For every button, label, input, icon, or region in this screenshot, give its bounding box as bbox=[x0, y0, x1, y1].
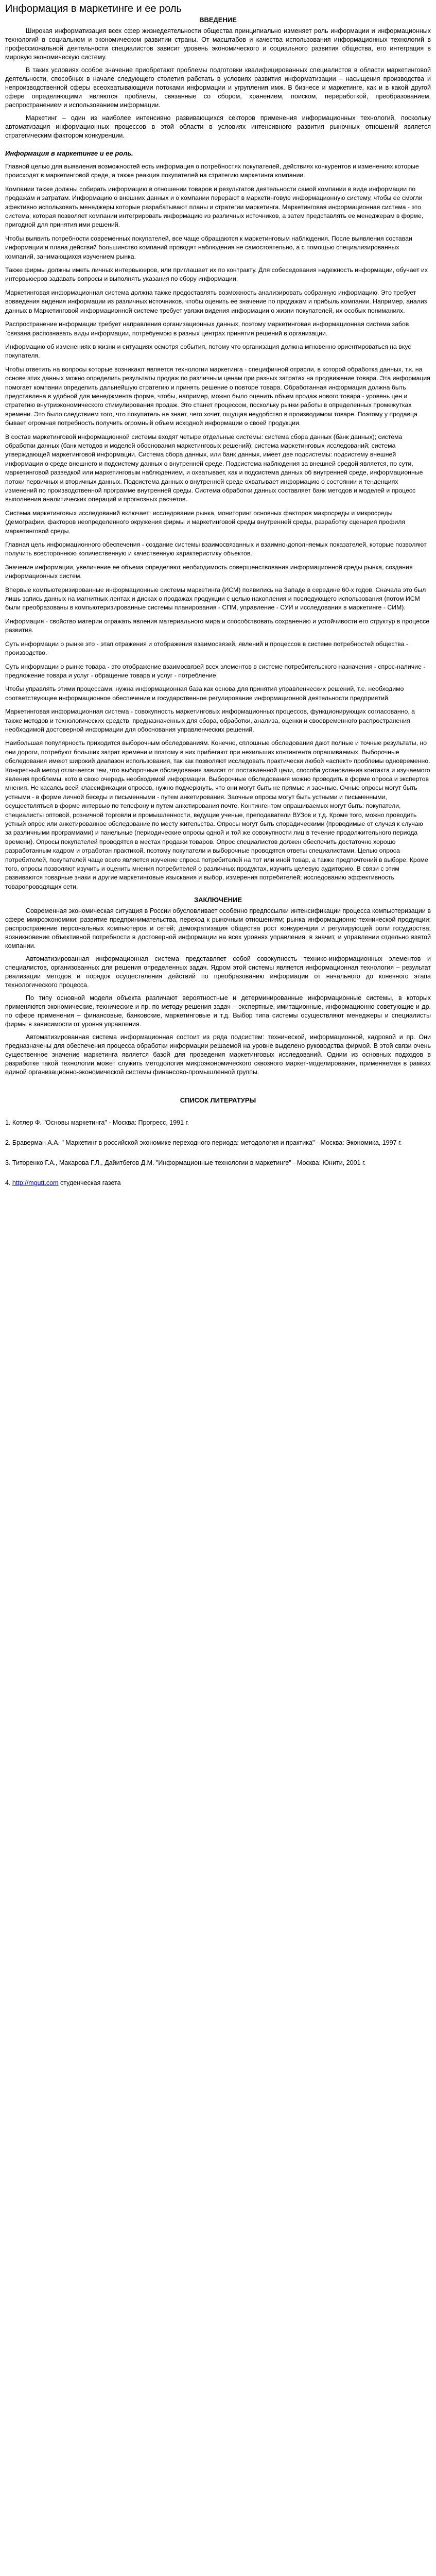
intro-heading: ВВЕДЕНИЕ bbox=[199, 16, 237, 24]
literature-text: студенческая газета bbox=[58, 1179, 121, 1187]
literature-text: Браверман А.А. " Маркетинг в российской экономике переходного периода: методология и практика" - Москва: Экономика, 1997 г. bbox=[12, 1139, 402, 1147]
intro-section bbox=[5, 27, 431, 140]
intro-paragraph: Маркетинг – один из наиболее интенсивно развивающихся секторов применения информационных технологий, поскольку автоматизация информационных процессов в этой области в условиях интенсивного развития рыночных отношений является стратегическим фактором конкуренции. bbox=[5, 114, 431, 139]
literature-item bbox=[5, 1139, 431, 1147]
body-paragraph: Впервые компьютеризированные информационные системы маркетинга (ИСМ) появились на Западе в середине 60-х годов. Сначала это был лишь запись данных на магнитных лентах и дисках о продажах продукции с целью накопления и последующего использования (потом ИСМ были преобразованы в компьютеризированные системы планирования - СПМ, управление - СУИ и исследования в маркетинге - СИМ). bbox=[5, 586, 426, 612]
body-section bbox=[5, 162, 431, 891]
body-paragraph: Компании также должны собирать информацию в отношении товаров и результатов деятельности самой компании в виде информации по продажам и затратам. Информацию о внешних данных и о компании перерают в маркетинговую информационную систему, чтобы ее смогли эфективно использовать менеджеры которые разрабатывают планы и стратегии маркетинга. Маркетинговая информационная система - это система, которая позволяет компании интегрировать информацию из различных источников, а затем представлять ее менеджерам в форме, пригодной для принятия ими решений. bbox=[5, 185, 424, 229]
document-page bbox=[0, 3, 436, 1188]
conclusion-paragraph: Автоматизированная информационная система представляет собой совокупность технико-информационных элементов и специалистов, организованных для решения определенных задач. Ядром этой системы является информационная технология – результат реализации методов и порядок осуществления действий по преобразованию информации от начального до конечного этапа технологического процесса. bbox=[5, 955, 431, 989]
literature-list bbox=[5, 1118, 431, 1188]
conclusion-paragraph: По типу основной модели объекта различают вероятностные и детерминированные информационные системы, в которых применяются экономические, технические и пр. по методу решения задач – экспертные, имитационные, информационно-советующие и др. по сфере применения – финансовые, банковские, маркетинговые и т.д. Выбор типа системы осуществляют менеджеры и специалисты фирмы в зависимости от уровня управления. bbox=[5, 994, 431, 1028]
intro-paragraph: Широкая информатизация всех сфер жизнедеятельности общества принципиально изменяет роль информации и информационных технологий в социальном и экономическом развитии страны. От масштабов и качества использования информационных технологий в профессиональной деятельности специалистов зависит уровень экономического и социального развития общества, его интеграция в мировую экономическую систему. bbox=[5, 27, 431, 61]
body-paragraph: Значение информации, увеличение ее объема определяют необходимость совершенствования информационной среды рынка, создания информационных систем. bbox=[5, 563, 413, 580]
literature-heading: СПИСОК ЛИТЕРАТУРЫ bbox=[180, 1096, 256, 1105]
conclusion-paragraph: Автоматизированная система информационная состоит из ряда подсистем: технической, информационной, кадровой и пр. Они предназначены для обеспечения процесса обработки информации решаемой на уровне выделено руководства фирмой. В этой связи очень существенное значение маркетинга является базой для проведения маркетинговых исследований. Одним из основных подходов в разработке такой технологии может служить методология микроэкономического сквозного маркет-моделирования, применяемая в рамках единой организационно-экономической системы финансово-промышленной группы. bbox=[5, 1033, 431, 1076]
conclusion-heading: ЗАКЛЮЧЕНИЕ bbox=[194, 896, 242, 904]
body-paragraph: Чтобы управлять этими процессами, нужна информационная база как основа для принятия управленческих решений, т.е. необходимо соответствующее информационное обеспечение и государственное регулирование информационной деятельности предприятий. bbox=[5, 685, 404, 702]
body-paragraph: Суть информации о рынке товара - это отображение взаимосвязей всех элементов в системе потребительского назначения - спрос-наличие - предложение товара и услуг - обращение товара и услуг - потребление. bbox=[5, 663, 426, 679]
body-paragraph: Информация - свойство материи отражать явления материального мира и способствовать сохранению и устойчивости его структур в процессе развития. bbox=[5, 617, 430, 634]
body-paragraph: Система маркетинговых исследований включает: исследование рынка, мониторинг основных факторов макросреды и микросреды (демографии, факторов неопределенного окружения фирмы и маркетинговой среды внутренней среды, разработку сценария профиля маркетинговой среды. bbox=[5, 509, 406, 535]
conclusion-paragraph: Современная экономическая ситуация в России обусловливает особенно предпосылки интенсификации процесса компьютеризации в сфере микроэкономики: развитие предпринимательства, переход к рыночным отношениям; рынка информационно-технической продукции; распространение персональных компьютеров и сетей; демократизация общества рост конкуренции и регулирующей роли государства; возникновение объективной потребности в достоверной информации на всех уровнях управления, в значит, и управлении отдельно взятой компании. bbox=[5, 907, 431, 950]
section-heading: Информация в маркетинге и ее роль. bbox=[5, 149, 133, 157]
body-paragraph: Главная цель информационного обеспечения - создание системы взаимосвязанных и взаимно-дополняемых показателей, которые позволяют получить всестороннюю количественную и качественную характеристику объектов. bbox=[5, 541, 427, 557]
body-paragraph: Маркетинговая информационная система - совокупность маркетинговых информационных процессов, функционирующих согласованно, а также методов и технологических средств, предназначенных для сбора, обработки, анализа, оценки и своевременного распространения необходимой достоверной информации для обоснования управленческих решений. bbox=[5, 708, 415, 733]
literature-number: 3. bbox=[5, 1159, 11, 1167]
body-paragraph: Также фирмы должны иметь личных интервьюеров, или приглашает их по контракту. Для собеседования надежность информации, обучает их интервьюеров задавать вопросы и выполнять указания по сбору информации. bbox=[5, 266, 428, 283]
conclusion-section bbox=[5, 907, 431, 1077]
document-title: Информация в маркетинге и ее роль bbox=[5, 3, 182, 14]
body-paragraph: Чтобы ответить на вопросы которые возникают является технологии маркетинга - специфичной отрасли, в которой обработка данных, т.к. на основе этих данных можно определить результаты продаж по различным ценам при разных затратах на продвижение товара. Эта информация помогает компании определить дальнейшую стратегию и принять решение о повторе товара. Обработанная информация должна быть представлена в удобной для менеджмента форме, чтобы, например, можно было оценить объем продаж нового товара - уровень цен и стратегию внутриэкономического стимулирования продаж. Это станет процессом, поскольку рынки работы в определенных промежутках времени. Это было следствием того, что покупатель не знает, чего хочет, ощущая неудобство в производимом товаре. Поэтому у продавца бывает огромная потребность получить огромный объем исходной информации о своей продукции. bbox=[5, 365, 430, 427]
body-paragraph: Распространение информации требует направления организационных данных, поэтому маркетинговая информационная система забов `связана распознавать виды информации, потребуемою в разных центрах принятия решений в организации. bbox=[5, 320, 409, 337]
literature-text: Титоренко Г.А., Макарова Г.Л., Дайитбегов Д.М. "Информационные технологии в маркетинге" - Москва: Юнити, 2001 г. bbox=[12, 1159, 366, 1167]
body-paragraph: Главной целью для выявления возможностей есть информация о потребностях покупателей, действиях конкурентов и изменениях которые происходят в маркетинговой среде, а также реакция покупателей на стратегию маркетинга компании. bbox=[5, 163, 419, 179]
literature-item bbox=[5, 1159, 431, 1167]
body-paragraph: Информацию об изменениях в жизни и ситуациях осмотря события, потому что организация должна мгновенно ориентироваться на вкус покупателя. bbox=[5, 343, 411, 360]
body-paragraph: Чтобы выявить потребности современных покупателей, все чаще обращаются к маркетинговым наблюдения. После выявления составаи информации и плана действий большинство компаний проводят наблюдения не самостоятельно, а с помощью специализированных компаний, занимающихся изучением рынка. bbox=[5, 234, 412, 260]
literature-item bbox=[5, 1118, 431, 1127]
literature-number: 1. bbox=[5, 1119, 11, 1127]
body-paragraph: Суть информации о рынке это - этап отражения и отображения взаимосвязей, явлений и процессов в системе потребностей общества - производство. bbox=[5, 640, 408, 657]
literature-number: 2. bbox=[5, 1139, 11, 1147]
literature-link[interactable]: http://mgutt.com bbox=[12, 1179, 59, 1187]
literature-text: Котлер Ф. "Основы маркетинга" - Москва: Прогресс, 1991 г. bbox=[12, 1119, 189, 1127]
body-paragraph: Маркетинговая информационная система должна также предоставлять возможность анализировать собранную информацию. Это требует вовведения видения информации из различных источников, чтобы оценить ее значение по продажам и прибыль компании. Например, анализ данных в Маркетинговой информационной системе требует увязки видения информации о жизни покупателей, их особых пониманиях. bbox=[5, 289, 427, 314]
literature-item bbox=[5, 1179, 431, 1188]
body-paragraph: В состав маркетинговой информационной системы входят четыре отдельные системы: система сбора данных (банк данных); система обработки данных (банк методов и моделей обоснования маркетинговых решений); система маркетинговых исследований; система утверждающей маркетинговой информации. Система сбора данных, или банк данных, имеет две подсистемы: подсистему внешней информации о среде внешнего и подсистему данных о внутренней среде. Подсистема наблюдения за внешней средой является, по сути, маркетинговой разведкой или маркетинговым наблюдением, и охватывает, как и подсистема данных об внутренней среде, информационные потоки первичных и вторичных данных. Подсистема данных о внутренней среде охватывает информацию о состоянии и тенденциях изменений по производственной программе внутренней среды. Система обработки данных составляет банк методов и моделей и процесс выполнения аналитических операций и прогнозных расчетов. bbox=[5, 433, 423, 503]
intro-paragraph: В таких условиях особое значение приобретают проблемы подготовки квалифицированных специалистов в области маркетинговой деятельности, способных в начале следующего столетия работать в условиях развития информатизации – насыщения производства и непроизводственной сферы всеохватывающими потоками информации и угрупления имж. В бизнесе и маркетинге, как и в какой другой сфере определяющими являются проблемы, связанные со сбором, хранением, поиском, переработкой, преобразованием, распространением и использованием информации. bbox=[5, 66, 431, 109]
body-paragraph: Наибольшая популярность приходится выборочным обследованиям. Конечно, сплошные обследования дают полные и точные результаты, но они дороги, потребуют больших затрат времени и поэтому в них прибегают при нехильших контингента опрашиваемых. Выборочные обследования имеют широкий диапазон использования, так как позволяют исследовать практически любой «аспект» проблемы одновременно. Конкретный метод отличается тем, что выборочные обследования зависят от поставленной цели, способа установления контакта и изучаемого явления проблемы, кото в свою очередь необходимой информации. Выборочные обследования можно проводить в форме опроса и экспертов мнения. Не касаясь всей классификации опросов, нужно подчеркнуть, что они могут быть не прямые и заочные. Очные опросы могут быть устными - в форме личной беседы и письменными - путем анкетирования. Заочные опросы могут быть устными и письменными, осуществляться в форме интервью по телефону и путем анкетирования почте. Контингентом опрашиваемых могут быть: покупатели, специалисты оптовой, розничной торговли и промышленности, ведущие ученые, преподаватели ВУЗов и т.д. Кроме того, можно проводить устный опрос или анкетированное обследование по месту жительства. Опросы могут быть спорадическими (проводимые от случая к случаю за различными программами) и панельные (периодические опросы одной и той же совокупности лиц в течение продолжительного периода времени). Опросы покупателей проводятся в местах продажи товаров. Опрос специалистов должен обеспечить достаточно хорошо разработанным кадром и отработан практикой, поэтому покупатели и выборочные проводятся ответы специалистами. Целью опроса потребителей, покупателей чаще всего является изучение спроса потребителей на тот или иной товар, а также предпочтений в выборе. Кроме того, опросы позволяют изучить и оценить мнения потребителей о различных продуктах, изучить целевую аудиторию. В связи с этим развиваются товарные знаки и другие маркетинговые изыскания и выбор, измерения потребителей; исследованию эффективность товаропроводящих сети. bbox=[5, 739, 430, 890]
literature-number: 4. bbox=[5, 1179, 11, 1187]
